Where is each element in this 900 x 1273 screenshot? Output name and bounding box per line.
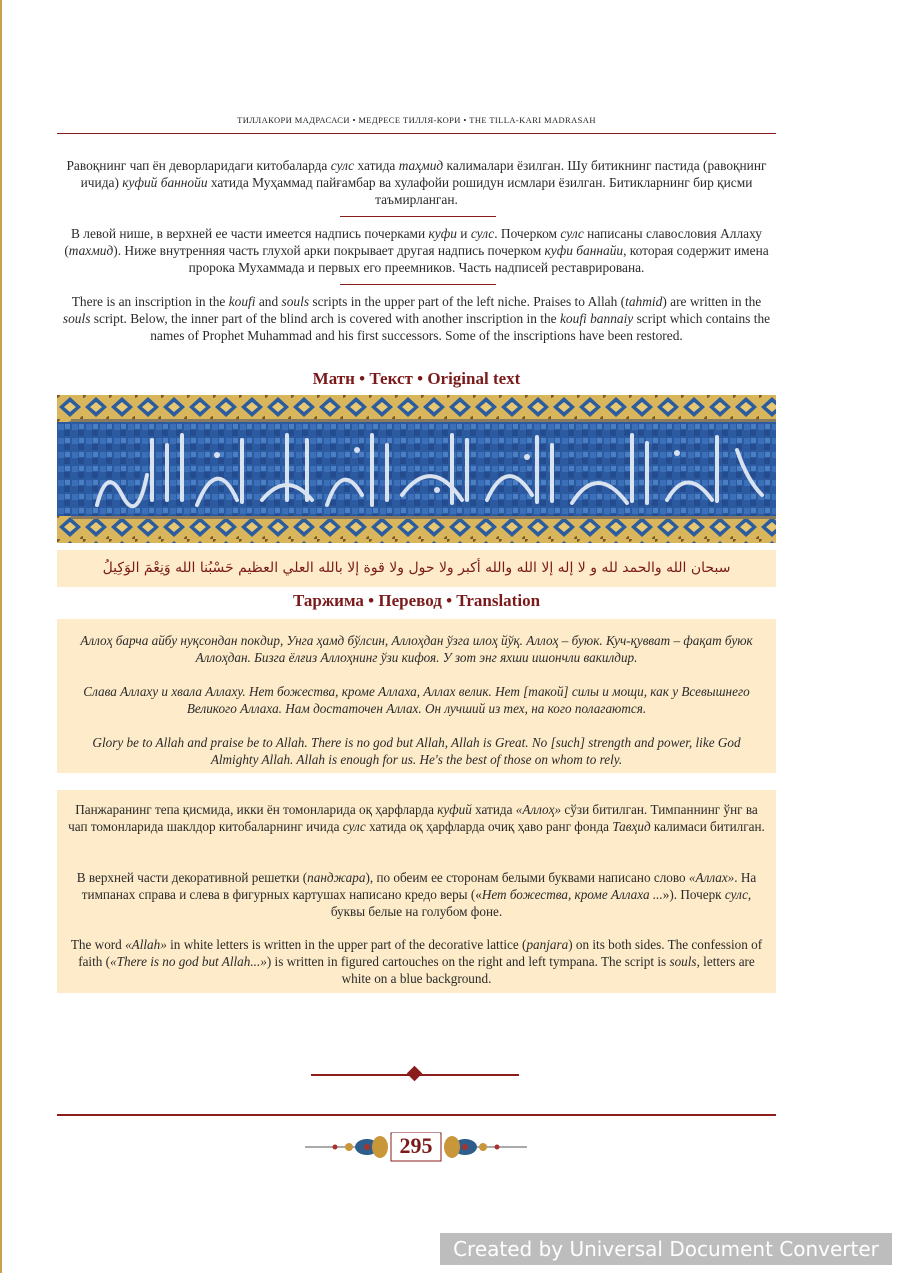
converter-watermark: Created by Universal Document Converter (440, 1233, 892, 1265)
ornament-line-left (311, 1074, 411, 1076)
inscription-tile-photo (57, 395, 776, 543)
arabic-original-text: سبحان الله والحمد لله و لا إله إلا الله والله أكبر ولا حول ولا قوة إلا بالله العلي العظيم حَسْبُنا الله وَنِعْمَ الوَكِيلُ (57, 550, 776, 587)
translation-russian: Слава Аллаху и хвала Аллаху. Нет божества, кроме Аллаха, Аллах велик. Нет [такой] силы и мощи, как у Всевышнего Великого Аллаха. Нам достаточен Аллах. Он лучший из тех, на кого полагаются. (83, 684, 750, 716)
translation-english: Glory be to Allah and praise be to Allah. There is no god but Allah, Allah is Great. No [such] strength and power, like God Almighty Allah. Allah is enough for us. He's the best of those on whom to rely. (92, 735, 741, 767)
description-uzbek: Панжаранинг тепа қисмида, икки ён томонларида оқ ҳарфларда куфий хатида «Аллоҳ» сўзи битилган. Тимпаннинг ўнг ва чап томонларида шаклдор китобаларнинг ичида сулс хатида оқ ҳарфларда очиқ ҳаво ранг фонда Тавҳид калимаси битилган. (68, 802, 765, 834)
intro-russian: В левой нише, в верхней ее части имеется надпись почерками куфи и сулс. Почерком сулс написаны славословия Аллаху (тахмид). Ниже внутренняя часть глухой арки покрывает другая надпись почерком куфи баннайи, которая содержит имена пророка Мухаммада и первых его преемников. Часть надписей реставрирована. (64, 226, 769, 275)
divider-1 (340, 216, 496, 217)
description-panel (57, 790, 776, 993)
intro-english: There is an inscription in the koufi and souls scripts in the upper part of the left niche. Praises to Allah (tahmid) are written in the souls script. Below, the inner part of the blind arch is covered with another inscription in the koufi bannaiy script which contains the names of Prophet Muhammad and his first successors. Some of the inscriptions have been restored. (62, 294, 771, 343)
page-edge-line (0, 0, 2, 1273)
intro-uzbek: Равоқнинг чап ён деворларидаги китобаларда сулс хатида таҳмид калималари ёзилган. Шу битикнинг пастида (равоқнинг ичида) куфий баннойи хатида Муҳаммад пайғамбар ва хулафойи рошидун исмлари ёзилган. Битикларнинг бир қисми таъмирланган. (66, 158, 767, 207)
translation-panel (57, 619, 776, 773)
header-rule (57, 133, 776, 134)
description-english: The word «Allah» in white letters is written in the upper part of the decorative lattice (panjara) on its both sides. The confession of faith («There is no god but Allah...») is written in figured cartouches on the right and left tympana. The script is souls, letters are white on a blue background. (70, 937, 763, 986)
page-number: 295 (392, 1133, 440, 1159)
original-text-title: Матн • Текст • Original text (312, 369, 521, 388)
translation-uzbek: Аллоҳ барча айбу нуқсондан покдир, Унга ҳамд бўлсин, Аллоҳдан ўзга илоҳ йўқ. Аллоҳ – буюк. Куч-қувват – фақат буюк Аллоҳдан. Бизга ёлғиз Аллоҳнинг ўзи кифоя. У зот энг яхши ишончли вакилдир. (80, 633, 753, 665)
running-header: ТИЛЛАКОРИ МАДРАСАСИ • МЕДРЕСЕ ТИЛЛЯ-КОРИ • THE TILLA-KARI MADRASAH (237, 115, 596, 125)
ornament-line-right (419, 1074, 519, 1076)
translation-title: Таржима • Перевод • Translation (292, 591, 541, 610)
footer-rule (57, 1114, 776, 1116)
divider-2 (340, 284, 496, 285)
description-russian: В верхней части декоративной решетки (панджара), по обеим ее сторонам белыми буквами написано слово «Аллах». На тимпанах справа и слева в фигурных картушах написано кредо веры («Нет божества, кроме Аллаха ...»). Почерк сулс, буквы белые на голубом фоне. (76, 870, 757, 919)
